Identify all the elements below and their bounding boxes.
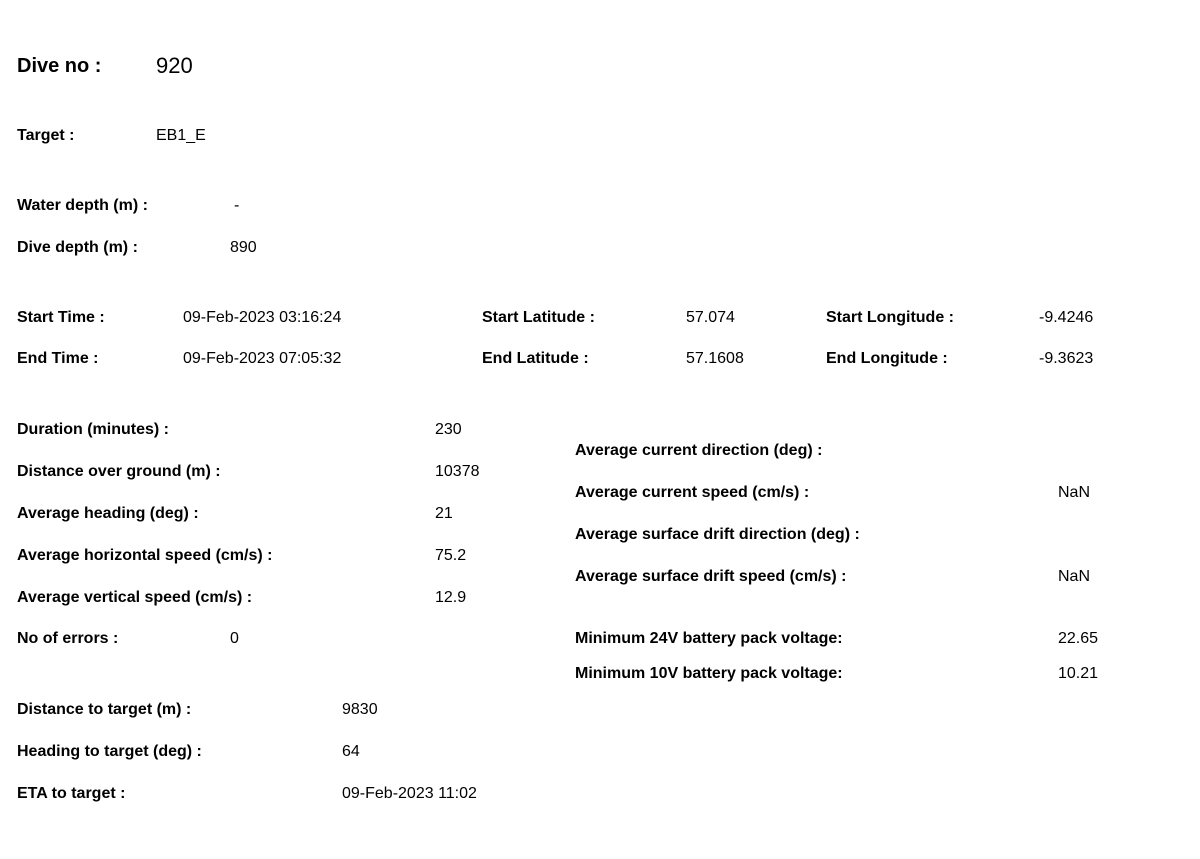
distance-to-target-label: Distance to target (m) : — [17, 701, 192, 718]
duration-label: Duration (minutes) : — [17, 421, 169, 438]
start-latitude-value: 57.074 — [686, 309, 735, 326]
start-time-label: Start Time : — [17, 309, 105, 326]
duration-value: 230 — [435, 421, 462, 438]
dive-no-value: 920 — [156, 53, 193, 78]
end-latitude-label: End Latitude : — [482, 350, 589, 367]
heading-to-target-label: Heading to target (deg) : — [17, 743, 202, 760]
start-latitude-label: Start Latitude : — [482, 309, 595, 326]
average-current-direction-label: Average current direction (deg) : — [575, 442, 823, 459]
minimum-24v-battery-value: 22.65 — [1058, 630, 1099, 647]
dive-depth-value: 890 — [230, 239, 257, 256]
average-horizontal-speed-label: Average horizontal speed (cm/s) : — [17, 547, 273, 564]
average-vertical-speed-value: 12.9 — [435, 589, 467, 606]
start-time-value: 09-Feb-2023 03:16:24 — [183, 309, 342, 326]
dive-no-label: Dive no : — [17, 55, 102, 77]
distance-to-target-value: 9830 — [342, 701, 378, 718]
water-depth-label: Water depth (m) : — [17, 197, 148, 214]
eta-to-target-value: 09-Feb-2023 11:02 — [342, 785, 477, 802]
target-label: Target : — [17, 127, 75, 144]
minimum-10v-battery-label: Minimum 10V battery pack voltage: — [575, 665, 843, 682]
end-longitude-label: End Longitude : — [826, 350, 948, 367]
distance-over-ground-value: 10378 — [435, 463, 480, 480]
start-longitude-value: -9.4246 — [1039, 309, 1094, 326]
end-time-value: 09-Feb-2023 07:05:32 — [183, 350, 342, 367]
average-heading-label: Average heading (deg) : — [17, 505, 199, 522]
average-surface-drift-speed-label: Average surface drift speed (cm/s) : — [575, 568, 847, 585]
no-of-errors-value: 0 — [230, 630, 239, 647]
average-horizontal-speed-value: 75.2 — [435, 547, 467, 564]
end-time-label: End Time : — [17, 350, 99, 367]
average-surface-drift-speed-value: NaN — [1058, 568, 1091, 585]
no-of-errors-label: No of errors : — [17, 630, 119, 647]
average-current-speed-label: Average current speed (cm/s) : — [575, 484, 810, 501]
average-current-speed-value: NaN — [1058, 484, 1091, 501]
average-heading-value: 21 — [435, 505, 453, 522]
water-depth-value: - — [234, 197, 240, 214]
target-value: EB1_E — [156, 127, 206, 144]
heading-to-target-value: 64 — [342, 743, 360, 760]
start-longitude-label: Start Longitude : — [826, 309, 954, 326]
end-longitude-value: -9.3623 — [1039, 350, 1094, 367]
average-surface-drift-direction-label: Average surface drift direction (deg) : — [575, 526, 860, 543]
eta-to-target-label: ETA to target : — [17, 785, 126, 802]
end-latitude-value: 57.1608 — [686, 350, 744, 367]
average-vertical-speed-label: Average vertical speed (cm/s) : — [17, 589, 253, 606]
distance-over-ground-label: Distance over ground (m) : — [17, 463, 221, 480]
dive-depth-label: Dive depth (m) : — [17, 239, 138, 256]
minimum-24v-battery-label: Minimum 24V battery pack voltage: — [575, 630, 843, 647]
minimum-10v-battery-value: 10.21 — [1058, 665, 1099, 682]
